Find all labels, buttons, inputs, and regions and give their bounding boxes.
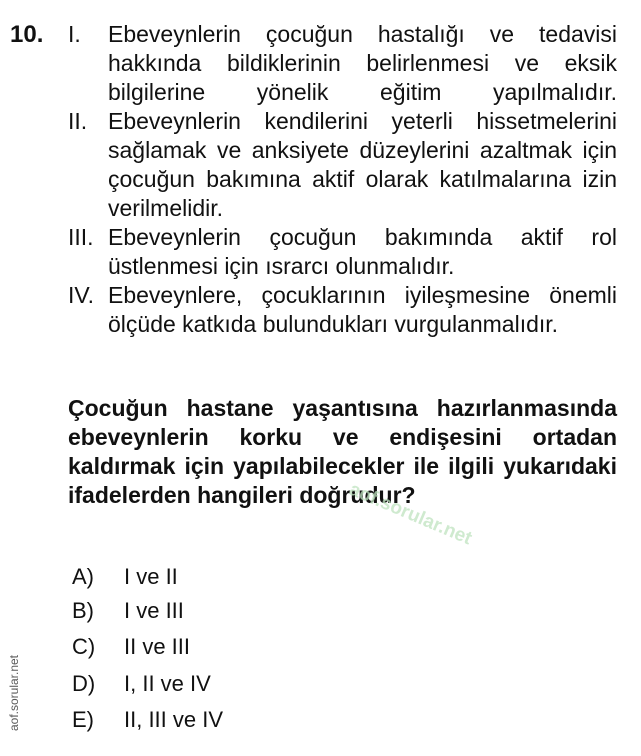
option-text: I ve II (124, 564, 178, 589)
statement-numeral: III. (68, 224, 94, 250)
watermark-center: aof.sorular.net (346, 478, 475, 550)
option-text: I, II ve IV (124, 671, 211, 696)
statement-numeral: II. (68, 108, 88, 134)
option-text: I ve III (124, 598, 184, 623)
option-letter: C) (72, 634, 96, 659)
question-number: 10. (10, 21, 44, 48)
option-letter: A) (72, 564, 94, 589)
statement-text: Ebeveynlere, çocuklarının iyileşmesine önemli ölçüde katkıda bulundukları vurgulanmalıdır. (108, 282, 617, 337)
option-letter: E) (72, 707, 94, 732)
statement-text: Ebeveynlerin çocuğun bakımında aktif rol üstlenmesi için ısrarcı olunmalıdır. (108, 224, 617, 279)
question-stem: Çocuğun hastane yaşantısına hazırlanmasında ebeveynlerin korku ve endişesini ortadan kaldırmak için yapılabilecekler ile ilgili yukarıdaki ifadelerden hangileri doğrudur? (68, 395, 617, 508)
statement-numeral: IV. (68, 282, 95, 308)
option-letter: D) (72, 671, 96, 696)
option-letter: B) (72, 598, 94, 623)
statement-text: Ebeveynlerin çocuğun hastalığı ve tedavisi hakkında bildiklerinin belirlenmesi ve eksik bilgilerine yönelik eğitim yapılmalıdır. (108, 21, 617, 105)
statement-text: Ebeveynlerin kendilerini yeterli hissetmelerini sağlamak ve anksiyete düzeylerini azaltmak için çocuğun bakımına aktif olarak katılmalarına izin verilmelidir. (108, 108, 617, 221)
statement-numeral: I. (68, 21, 81, 47)
watermark-side: aof.sorular.net (7, 654, 21, 732)
option-text: II ve III (124, 634, 191, 659)
option-text: II, III ve IV (124, 707, 224, 732)
